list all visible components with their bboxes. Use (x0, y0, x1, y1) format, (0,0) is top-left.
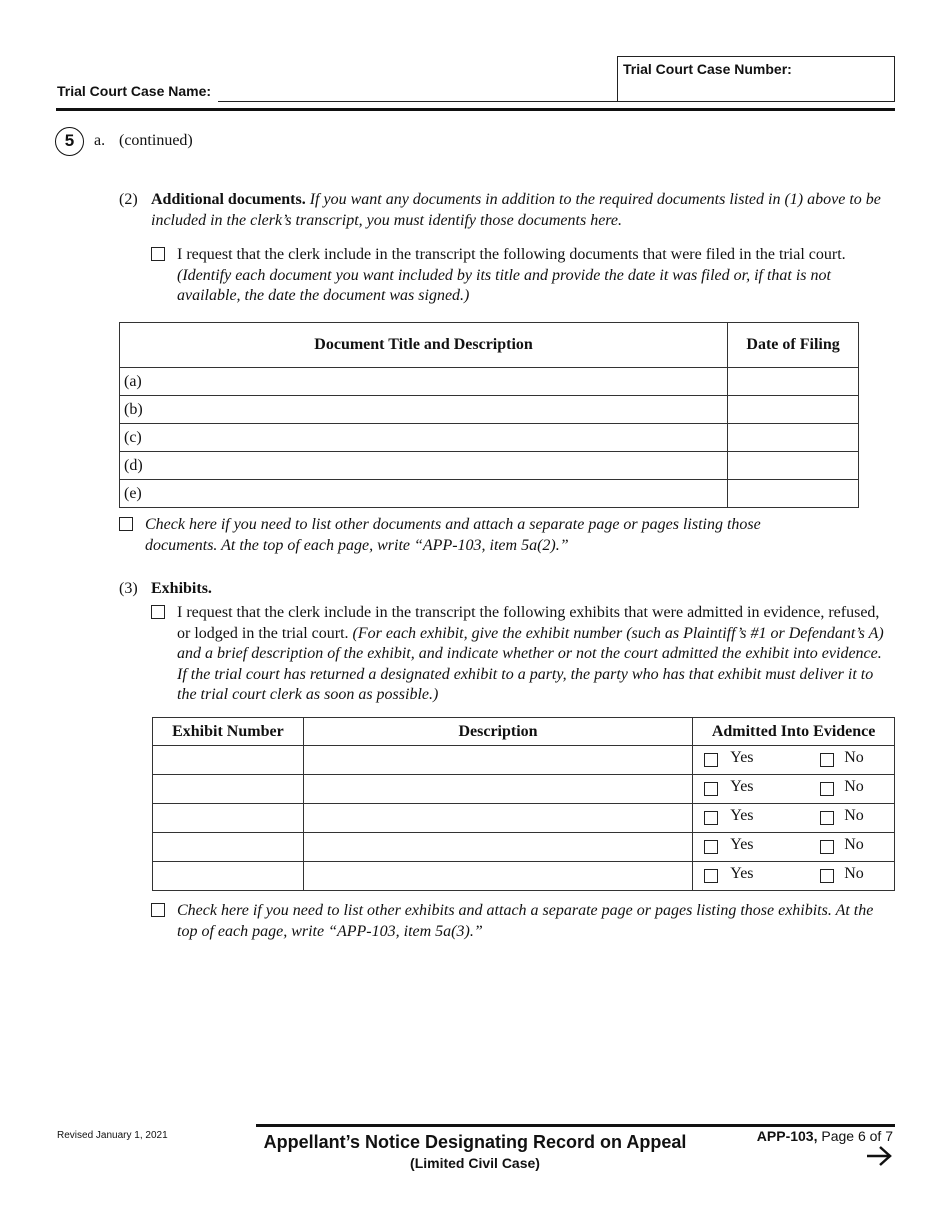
trial-court-case-number-field[interactable] (617, 56, 895, 102)
request-exhibits-label: I request that the clerk include in the transcript the following exhibits that were admitted in evidence, refused, or lodged in the trial court. (177, 604, 880, 642)
table-row (120, 480, 859, 508)
revised-date: Revised January 1, 2021 (57, 1130, 168, 1141)
item-number-badge: 5 (55, 127, 84, 156)
date-filing-cell[interactable] (728, 396, 859, 424)
exhibit-number-cell[interactable] (153, 862, 304, 891)
exhibit-number-cell[interactable] (153, 746, 304, 775)
more-exhibits-checkbox[interactable] (151, 903, 165, 917)
doc-title-header: Document Title and Description (120, 323, 728, 368)
no-label: No (844, 836, 864, 853)
doc-title-cell[interactable]: (c) (120, 424, 728, 452)
case-name-label: Trial Court Case Name: (57, 83, 212, 99)
admitted-no-checkbox[interactable] (820, 869, 834, 883)
exhibit-description-cell[interactable] (303, 775, 692, 804)
request-documents-checkbox[interactable] (151, 247, 165, 261)
table-row (120, 368, 859, 396)
date-filing-header: Date of Filing (728, 323, 859, 368)
doc-title-cell[interactable]: (d) (120, 452, 728, 480)
table-row (120, 424, 859, 452)
request-documents-instruction: (Identify each document you want included by its title and provide the date it was filed or, if that is not available, the date the document was signed.) (177, 266, 831, 304)
admitted-no-checkbox[interactable] (820, 840, 834, 854)
exhibit-description-cell[interactable] (303, 862, 692, 891)
exhibit-number-cell[interactable] (153, 804, 304, 833)
no-label: No (844, 865, 864, 882)
table-row (153, 746, 895, 775)
admitted-no-checkbox[interactable] (820, 753, 834, 767)
yes-label: Yes (730, 778, 754, 795)
header-divider (56, 108, 895, 111)
yes-label: Yes (730, 749, 754, 766)
admitted-no-checkbox[interactable] (820, 811, 834, 825)
admitted-no-checkbox[interactable] (820, 782, 834, 796)
admitted-header: Admitted Into Evidence (693, 718, 895, 746)
date-filing-cell[interactable] (728, 480, 859, 508)
documents-table (119, 322, 859, 508)
item-letter: a. (94, 132, 106, 149)
admitted-yes-checkbox[interactable] (704, 753, 718, 767)
doc-title-cell[interactable]: (e) (120, 480, 728, 508)
more-documents-checkbox[interactable] (119, 517, 133, 531)
request-exhibits-checkbox[interactable] (151, 605, 165, 619)
doc-title-cell[interactable]: (b) (120, 396, 728, 424)
more-documents-text: Check here if you need to list other documents and attach a separate page or pages listing those documents. At the top of each page, write “APP-103, item 5a(2).” (145, 516, 761, 554)
section-2-number: (2) (119, 191, 138, 208)
footer-divider (256, 1124, 895, 1127)
yes-label: Yes (730, 836, 754, 853)
table-row (153, 833, 895, 862)
section-2-intro (151, 190, 896, 231)
exhibit-description-cell[interactable] (303, 804, 692, 833)
next-page-arrow-icon (864, 1143, 894, 1169)
exhibit-number-cell[interactable] (153, 833, 304, 862)
form-subtitle: (Limited Civil Case) (410, 1155, 540, 1171)
admitted-yes-checkbox[interactable] (704, 782, 718, 796)
date-filing-cell[interactable] (728, 424, 859, 452)
yes-label: Yes (730, 865, 754, 882)
no-label: No (844, 749, 864, 766)
section-3-number: (3) (119, 580, 138, 597)
date-filing-cell[interactable] (728, 452, 859, 480)
request-documents-label: I request that the clerk include in the transcript the following documents that were filed in the trial court. (177, 246, 846, 263)
table-row (153, 862, 895, 891)
request-exhibits-text (177, 603, 895, 706)
admitted-yes-checkbox[interactable] (704, 869, 718, 883)
admitted-yes-checkbox[interactable] (704, 811, 718, 825)
section-3-title: Exhibits. (151, 580, 212, 597)
form-id (757, 1128, 893, 1144)
exhibit-description-cell[interactable] (303, 746, 692, 775)
more-exhibits-text: Check here if you need to list other exhibits and attach a separate page or pages listing those exhibits. At the top of each page, write “APP-103, item 5a(3).” (177, 902, 874, 940)
description-header: Description (303, 718, 692, 746)
admitted-yes-checkbox[interactable] (704, 840, 718, 854)
no-label: No (844, 807, 864, 824)
exhibit-number-cell[interactable] (153, 775, 304, 804)
case-name-field[interactable] (218, 101, 617, 102)
request-documents-text (177, 245, 895, 307)
page-number: Page 6 of 7 (821, 1128, 893, 1144)
form-title: Appellant’s Notice Designating Record on Appeal (263, 1132, 687, 1152)
table-row (120, 396, 859, 424)
yes-label: Yes (730, 807, 754, 824)
table-row (120, 452, 859, 480)
section-2-title: Additional documents. (151, 191, 306, 208)
doc-title-cell[interactable]: (a) (120, 368, 728, 396)
date-filing-cell[interactable] (728, 368, 859, 396)
section-2-instructions: If you want any documents in addition to the required documents listed in (1) above to be included in the clerk’s transcript, you must identify those documents here. (151, 191, 881, 229)
table-row (153, 775, 895, 804)
table-row (153, 804, 895, 833)
exhibit-description-cell[interactable] (303, 833, 692, 862)
exhibits-table (152, 717, 895, 891)
continued-label: (continued) (119, 132, 193, 149)
case-number-label: Trial Court Case Number: (623, 61, 792, 77)
exhibit-number-header: Exhibit Number (153, 718, 304, 746)
no-label: No (844, 778, 864, 795)
form-number: APP-103, (756, 1128, 818, 1144)
request-exhibits-instruction: (For each exhibit, give the exhibit number (such as Plaintiff’s #1 or Defendant’s A) and a brief description of the exhibit, and indicate whether or not the court admitted the exhibit into evidence. If the trial court has returned a designated exhibit to a party, the party who has that exhibit must deliver it to the trial court clerk as soon as possible.) (177, 624, 884, 703)
